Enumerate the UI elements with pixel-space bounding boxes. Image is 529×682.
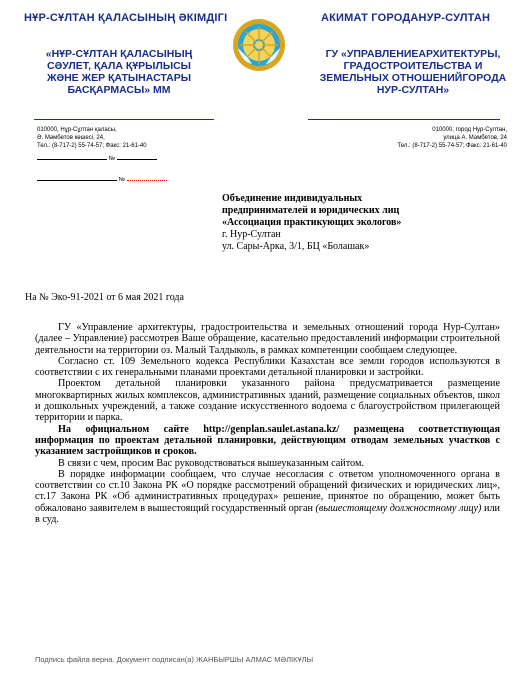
- reference-line: На № Эко-91-2021 от 6 мая 2021 года: [25, 292, 184, 303]
- left-dept-line: ЖӘНЕ ЖЕР ҚАТЫНАСТАРЫ: [46, 72, 192, 84]
- outgoing-number-line: [37, 155, 157, 163]
- paragraph-5: В связи с чем, просим Вас руководствоваться вышеуказанным сайтом.: [58, 457, 364, 469]
- state-emblem-icon: [232, 18, 286, 72]
- header-divider-right: [308, 119, 500, 120]
- right-dept-line: ГРАДОСТРОИТЕЛЬСТВА И: [343, 60, 483, 72]
- recipient-block: [222, 193, 512, 253]
- left-address-line: Ә. Мәмбетов көшесі, 24,: [37, 135, 105, 141]
- paragraph-4: На официальном сайте http://genplan.saulet.astana.kz/ размещена соответствующая информация по проектам детальной планировки, действующим отводам земельных участков с указанием застройщиков и сроков.: [35, 423, 500, 458]
- paragraph-2: Согласно ст. 109 Земельного кодекса Республики Казахстан все земли городов используются в соответствии с их генеральными планами проектами детальной планировки и застройки.: [35, 355, 500, 379]
- right-address-line: 010000, город Нур-Султан,: [432, 127, 507, 133]
- right-dept-line: ГУ «УПРАВЛЕНИЕАРХИТЕКТУРЫ,: [325, 48, 501, 60]
- recipient-name-line: «Ассоциация практикующих экологов»: [222, 217, 402, 228]
- left-address-line: Тел.: (8-717-2) 55-74-57; Факс: 21-61-40: [37, 143, 147, 149]
- number-sign: №: [108, 156, 116, 162]
- paragraph-6-end: или в суд.: [35, 502, 500, 526]
- left-header-title: НҰР-СҰЛТАН ҚАЛАСЫНЫҢ ӘКІМДІГІ: [24, 12, 228, 24]
- number-sign: №: [118, 177, 126, 183]
- right-dept-line: НУР-СУЛТАН»: [376, 84, 450, 96]
- signature-note: Подпись файла верна. Документ подписан(а) ЖАНБЫРШЫ АЛМАС МӘЛІКҰЛЫ: [35, 655, 314, 664]
- paragraph-1: ГУ «Управление архитектуры, градостроительства и земельных отношений города Нур-Султан» (далее – Управление) рассмотрев Ваше обращение, касательно предоставлений информации строительной деятельности на территории оз. Малый Талдыколь, в рамках компетенции сообщаем следующее.: [35, 322, 500, 356]
- recipient-city: г. Нур-Султан: [222, 229, 281, 240]
- recipient-name-line: предпринимателей и юридических лиц: [222, 205, 400, 216]
- right-dept-line: ЗЕМЕЛЬНЫХ ОТНОШЕНИЙГОРОДА: [319, 72, 507, 84]
- left-dept-line: СӘУЛЕТ, ҚАЛА ҚҰРЫЛЫСЫ: [47, 60, 191, 72]
- left-address: [37, 126, 147, 150]
- paragraph-3: Проектом детальной планировки указанного района предусматривается размещение многоквартирных жилых комплексов, административных зданий, размещение социальных объектов, школ и дошкольных учреждений, а также создание искусственного водоема с благоустройством прилегающей территории и парка.: [35, 378, 500, 424]
- recipient-name-line: Объединение индивидуальных: [222, 193, 363, 204]
- recipient-street: ул. Сары-Арка, 3/1, БЦ «Болашак»: [222, 241, 370, 252]
- incoming-number-line: [37, 176, 167, 184]
- right-address: [367, 126, 507, 150]
- paragraph-6-italic: (вышестоящему должностному лицу): [315, 502, 482, 514]
- right-department-name: [313, 48, 513, 96]
- left-dept-line: «НҰР-СҰЛТАН ҚАЛАСЫНЫҢ: [45, 48, 193, 60]
- paragraph-6-text: В порядке информации сообщаем, что случае несогласия с ответом уполномоченного органа в соответствии со ст.10 Закона РК «О порядке рассмотрений обращений физических и юридических лиц», ст.17 Закона РК «Об административных процедурах» решение, принятое по обращению, может быть обжаловано заявителем в вышестоящий государственный орган: [35, 468, 500, 514]
- paragraph-6: [35, 469, 500, 525]
- left-department-name: [30, 48, 208, 96]
- right-address-line: улица А. Мамбетов, 24: [443, 135, 507, 141]
- header-divider-left: [34, 119, 214, 120]
- right-address-line: Тел.: (8-717-2) 55-74-57; Факс: 21-61-40: [397, 143, 507, 149]
- letter-body: [35, 322, 500, 525]
- left-address-line: 010000, Нұр-Сұлтан қаласы,: [37, 127, 117, 133]
- right-header-title: АКИМАТ ГОРОДАНУР-СУЛТАН: [321, 12, 491, 24]
- left-dept-line: БАСҚАРМАСЫ» ММ: [67, 84, 171, 96]
